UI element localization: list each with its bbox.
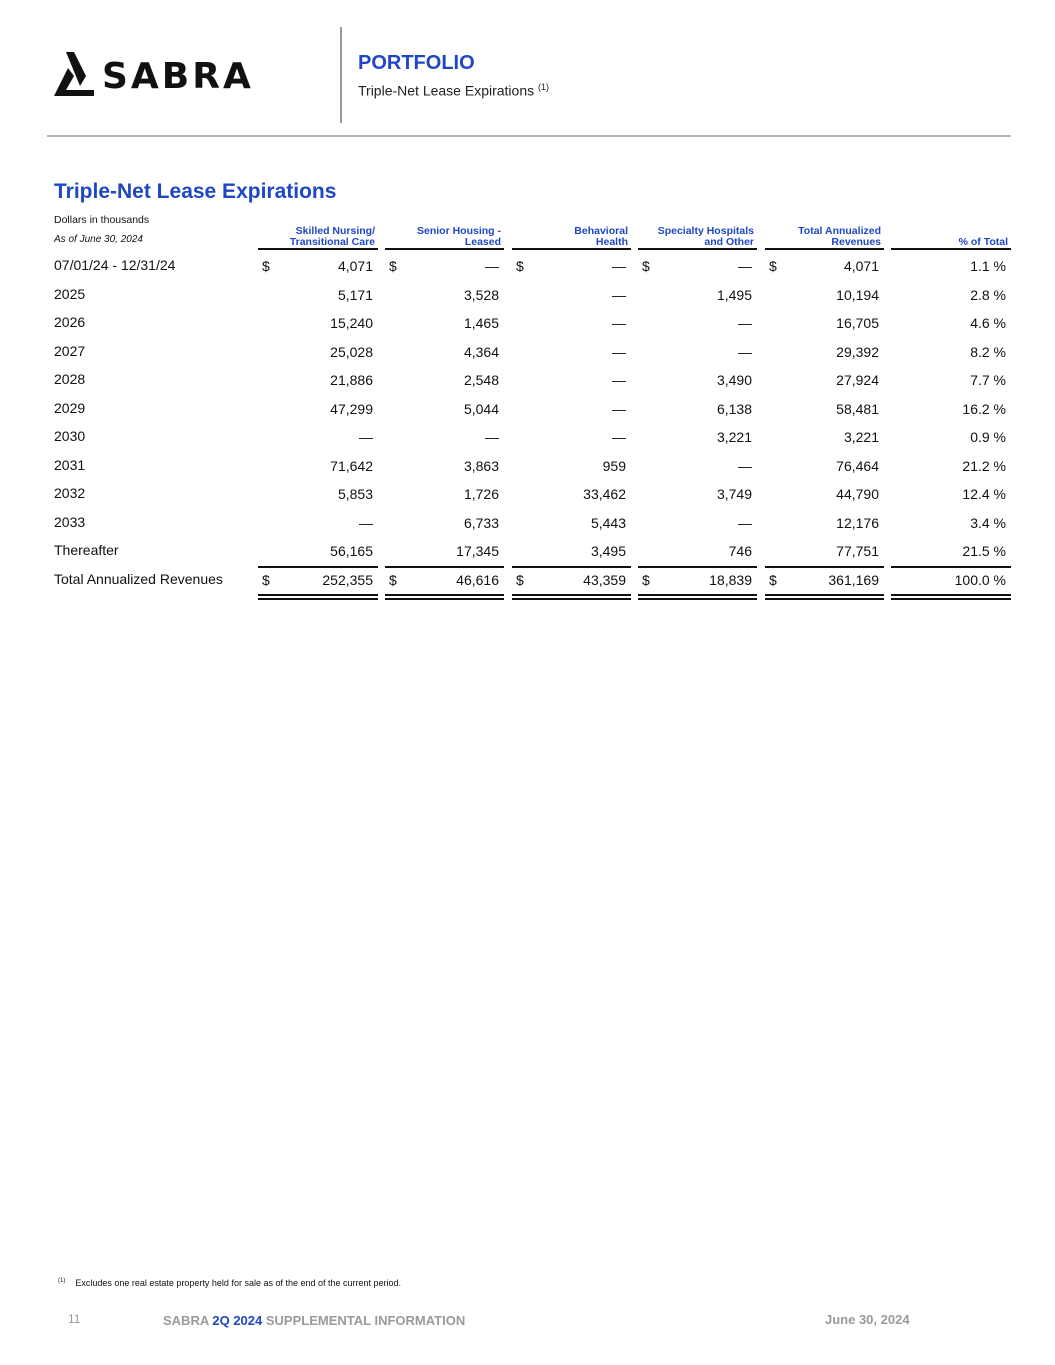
table-cell-behavioral-health: —: [612, 286, 626, 303]
table-cell-senior-housing: 6,733: [463, 514, 499, 531]
row-label: 2026: [54, 314, 86, 330]
column-header-rule: [512, 248, 631, 250]
total-double-rule: [765, 594, 884, 600]
table-cell-specialty-hospitals: 6,138: [716, 400, 752, 417]
table-cell-behavioral-health: 43,359: [583, 572, 626, 588]
section-subtitle: [358, 82, 549, 99]
subtotal-rule: [385, 566, 504, 568]
column-header-rule: [638, 248, 757, 250]
table-cell-senior-housing: 2,548: [463, 372, 499, 388]
table-cell-skilled-nursing: —: [359, 514, 373, 531]
table-cell-specialty-hospitals: —: [738, 315, 752, 331]
footer-brand: SABRA: [163, 1313, 209, 1328]
table-cell-senior-housing: 4,364: [463, 343, 499, 360]
column-header-line1: Behavioral: [574, 225, 628, 237]
as-of-date: As of June 30, 2024: [54, 234, 143, 245]
table-cell-total-revenues: 76,464: [836, 457, 879, 474]
table-cell-senior-housing: —: [485, 258, 499, 274]
column-header-line2: Transitional Care: [289, 236, 375, 248]
table-cell-specialty-hospitals: 3,749: [716, 486, 752, 502]
header-divider: [340, 27, 342, 123]
table-cell-senior-housing: 46,616: [456, 572, 499, 588]
row-label: 2031: [54, 456, 86, 473]
column-header-line2: and Other: [704, 236, 754, 248]
logo-wordmark: SABRA: [102, 56, 254, 97]
table-cell-pct-of-total: 100.0 %: [954, 572, 1006, 588]
table-cell-pct-of-total: 8.2 %: [970, 343, 1006, 360]
column-header-line1: Specialty Hospitals: [657, 225, 754, 237]
footer-title: [163, 1313, 465, 1328]
table-cell-skilled-nursing: 5,853: [337, 486, 373, 502]
table-cell-specialty-hospitals: 1,495: [716, 286, 752, 303]
table-cell-total-revenues: 16,705: [836, 315, 879, 331]
table-cell-specialty-hospitals: 746: [728, 543, 752, 559]
table-cell-pct-of-total: 16.2 %: [962, 400, 1006, 417]
table-cell-total-revenues: 3,221: [843, 429, 879, 445]
table-cell-specialty-hospitals: —: [738, 457, 752, 474]
section-title: PORTFOLIO: [358, 52, 475, 74]
column-header-line1: Total Annualized: [798, 225, 881, 237]
table-cell-skilled-nursing: 25,028: [330, 343, 373, 360]
currency-symbol: $: [642, 572, 650, 588]
column-header-line2: % of Total: [958, 236, 1008, 248]
row-label: 2027: [54, 342, 86, 359]
column-header-behavioral-health: [512, 224, 628, 248]
page-number: 11: [68, 1312, 81, 1326]
currency-symbol: $: [262, 572, 270, 588]
table-cell-total-revenues: 58,481: [836, 400, 879, 417]
table-cell-pct-of-total: 0.9 %: [970, 429, 1006, 445]
currency-symbol: $: [769, 258, 777, 274]
column-header-rule: [385, 248, 504, 250]
table-cell-behavioral-health: —: [612, 258, 626, 274]
currency-symbol: $: [516, 258, 524, 274]
header-rule: [47, 135, 1011, 137]
table-cell-specialty-hospitals: 3,490: [716, 372, 752, 388]
table-cell-behavioral-health: —: [612, 372, 626, 388]
table-cell-senior-housing: 1,726: [463, 486, 499, 502]
footnote-marker: (1): [58, 1278, 66, 1284]
table-cell-senior-housing: 17,345: [456, 543, 499, 559]
footer-doc: SUPPLEMENTAL INFORMATION: [265, 1313, 466, 1328]
table-cell-skilled-nursing: —: [359, 429, 373, 445]
table-cell-pct-of-total: 21.5 %: [962, 543, 1006, 559]
total-double-rule: [638, 594, 757, 600]
column-header-skilled-nursing: [258, 224, 375, 248]
row-label: 2033: [54, 513, 86, 530]
footer-date: June 30, 2024: [825, 1312, 910, 1327]
table-cell-behavioral-health: 33,462: [583, 486, 626, 502]
footnote: [58, 1278, 401, 1288]
footer-period: 2Q 2024: [212, 1313, 263, 1328]
table-title: Triple-Net Lease Expirations: [54, 180, 337, 203]
column-header-line2: Health: [595, 236, 628, 248]
table-cell-skilled-nursing: 5,171: [337, 286, 373, 303]
column-header-line2: Leased: [464, 236, 501, 248]
table-cell-specialty-hospitals: —: [738, 514, 752, 531]
column-header-line2: Revenues: [831, 236, 881, 248]
table-cell-senior-housing: 1,465: [463, 315, 499, 331]
table-cell-senior-housing: —: [485, 429, 499, 445]
subtotal-rule: [512, 566, 631, 568]
table-cell-skilled-nursing: 4,071: [337, 258, 373, 274]
table-cell-pct-of-total: 7.7 %: [970, 372, 1006, 388]
table-cell-total-revenues: 77,751: [836, 543, 879, 559]
subtitle-footnote-marker: (1): [538, 82, 550, 92]
subtotal-rule: [765, 566, 884, 568]
table-cell-specialty-hospitals: —: [738, 343, 752, 360]
table-cell-skilled-nursing: 71,642: [330, 457, 373, 474]
column-header-line1: Senior Housing -: [417, 225, 501, 237]
table-cell-total-revenues: 361,169: [828, 572, 879, 588]
table-cell-pct-of-total: 4.6 %: [970, 315, 1006, 331]
table-cell-skilled-nursing: 252,355: [322, 572, 373, 588]
table-cell-senior-housing: 3,863: [463, 457, 499, 474]
table-cell-total-revenues: 10,194: [836, 286, 879, 303]
currency-symbol: $: [262, 258, 270, 274]
currency-symbol: $: [769, 572, 777, 588]
table-cell-skilled-nursing: 56,165: [330, 543, 373, 559]
column-header-rule: [258, 248, 378, 250]
table-cell-behavioral-health: —: [612, 343, 626, 360]
total-double-rule: [512, 594, 631, 600]
total-double-rule: [891, 594, 1011, 600]
table-cell-behavioral-health: 3,495: [590, 543, 626, 559]
table-cell-behavioral-health: 959: [602, 457, 626, 474]
table-cell-behavioral-health: 5,443: [590, 514, 626, 531]
subtotal-rule: [638, 566, 757, 568]
currency-symbol: $: [389, 258, 397, 274]
table-cell-total-revenues: 27,924: [836, 372, 879, 388]
row-label: 07/01/24 - 12/31/24: [54, 257, 176, 273]
currency-symbol: $: [389, 572, 397, 588]
column-header-total-revenues: [765, 224, 881, 248]
table-cell-skilled-nursing: 15,240: [330, 315, 373, 331]
column-header-line1: Skilled Nursing/: [295, 225, 375, 237]
column-header-pct-of-total: [891, 224, 1008, 248]
table-cell-behavioral-health: —: [612, 400, 626, 417]
total-double-rule: [385, 594, 504, 600]
column-header-senior-housing: [385, 224, 501, 248]
table-cell-behavioral-health: —: [612, 429, 626, 445]
column-header-rule: [891, 248, 1011, 250]
subtotal-rule: [891, 566, 1011, 568]
table-cell-total-revenues: 12,176: [836, 514, 879, 531]
table-cell-skilled-nursing: 47,299: [330, 400, 373, 417]
row-label: 2030: [54, 428, 86, 444]
subtotal-rule: [258, 566, 378, 568]
currency-symbol: $: [642, 258, 650, 274]
table-cell-pct-of-total: 12.4 %: [962, 486, 1006, 502]
table-cell-pct-of-total: 1.1 %: [970, 258, 1006, 274]
table-cell-behavioral-health: —: [612, 315, 626, 331]
table-cell-skilled-nursing: 21,886: [330, 372, 373, 388]
sabra-logo: [52, 50, 297, 100]
column-header-rule: [765, 248, 884, 250]
section-subtitle-text: Triple-Net Lease Expirations: [358, 82, 535, 99]
row-label: 2029: [54, 399, 86, 416]
currency-symbol: $: [516, 572, 524, 588]
footnote-text: Excludes one real estate property held for sale as of the end of the current period.: [75, 1278, 402, 1288]
column-header-specialty-hospitals: [638, 224, 754, 248]
table-cell-specialty-hospitals: 3,221: [716, 429, 752, 445]
table-cell-total-revenues: 44,790: [836, 486, 879, 502]
row-label: Thereafter: [54, 542, 119, 558]
table-cell-specialty-hospitals: —: [738, 258, 752, 274]
row-label: 2025: [54, 285, 86, 302]
table-cell-pct-of-total: 2.8 %: [970, 286, 1006, 303]
table-cell-total-revenues: 4,071: [843, 258, 879, 274]
table-cell-specialty-hospitals: 18,839: [709, 572, 752, 588]
units-note: Dollars in thousands: [54, 214, 150, 226]
row-label: Total Annualized Revenues: [54, 571, 223, 587]
total-double-rule: [258, 594, 378, 600]
row-label: 2028: [54, 371, 86, 387]
table-cell-pct-of-total: 3.4 %: [970, 514, 1006, 531]
table-cell-senior-housing: 5,044: [463, 400, 499, 417]
table-cell-total-revenues: 29,392: [836, 343, 879, 360]
table-cell-senior-housing: 3,528: [463, 286, 499, 303]
row-label: 2032: [54, 485, 86, 501]
table-cell-pct-of-total: 21.2 %: [962, 457, 1006, 474]
